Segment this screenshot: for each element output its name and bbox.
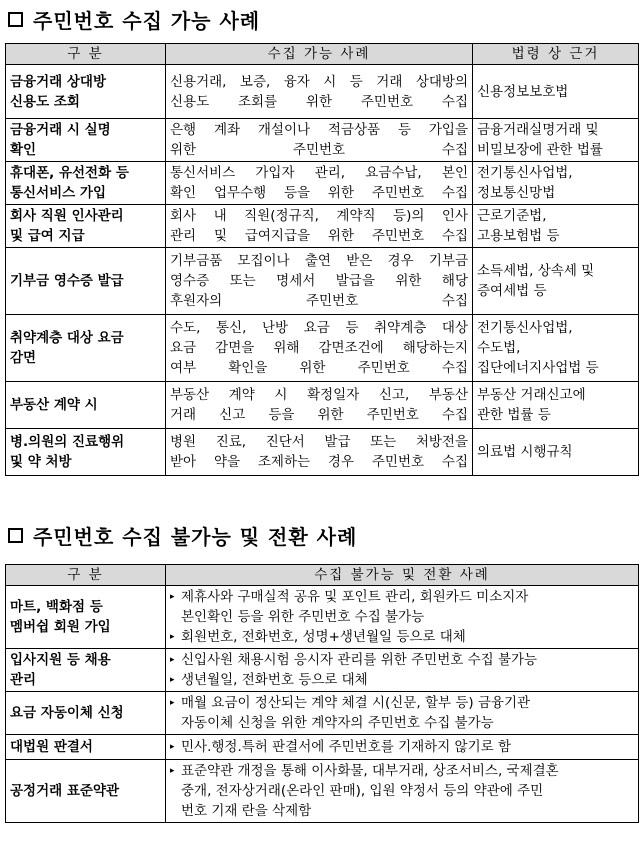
category-cell xyxy=(6,119,166,162)
bullet-text: 신입사원 채용시험 응시자 관리를 위한 주민번호 수집 불가능 xyxy=(181,652,538,668)
case-cell xyxy=(166,586,639,649)
col-header-case: 수집 가능 사례 xyxy=(166,44,473,65)
bullet-arrow-icon: ▸ xyxy=(170,766,175,776)
category-text: 입사지원 등 채용 xyxy=(10,652,111,668)
category-text: 확인 xyxy=(10,142,37,158)
category-text: 감면 xyxy=(10,350,37,366)
category-cell xyxy=(6,760,166,823)
section2-title xyxy=(8,520,357,550)
bullet-item xyxy=(170,761,634,781)
category-cell xyxy=(6,248,166,315)
case-cell xyxy=(166,429,473,476)
case-text: 거래 신고 등을 위한 주민번호 수집 xyxy=(170,407,468,423)
bullet-text: 민사.행정.특허 판결서에 주민번호를 기재하지 않기로 함 xyxy=(181,739,511,755)
category-text: 취약계층 대상 요금 xyxy=(10,330,124,346)
category-text: 마트, 백화점 등 xyxy=(10,599,103,615)
law-text: 의료법 시행규칙 xyxy=(477,444,573,460)
category-cell xyxy=(6,586,166,649)
case-text: 기부금품 모집이나 출연 받은 경우 기부금 xyxy=(170,253,468,269)
case-text: 위한 주민번호 수집 xyxy=(170,142,468,158)
checkbox-square-icon xyxy=(8,528,23,543)
law-text: 비밀보장에 관한 법률 xyxy=(477,142,603,158)
law-cell xyxy=(473,429,639,476)
bullet-text-continued: 번호 기재 란을 삭제함 xyxy=(181,803,312,819)
bullet-text-continued: 자동이체 신청을 위한 계약자의 주민번호 수집 불가능 xyxy=(181,715,494,731)
law-text: 관한 법률 등 xyxy=(477,407,551,423)
col-header-category: 구 분 xyxy=(6,44,166,65)
case-text: 신용거래, 보증, 융자 시 등 거래 상대방의 xyxy=(170,73,468,90)
category-text: 및 약 처방 xyxy=(10,454,72,470)
case-text: 통신서비스 가입자 관리, 요금수납, 본인 xyxy=(170,165,468,181)
category-text: 요금 자동이체 신청 xyxy=(10,705,124,721)
law-text: 금융거래실명거래 및 xyxy=(477,122,599,138)
case-cell xyxy=(166,382,473,429)
table-row xyxy=(6,382,639,429)
case-text: 영수증 또는 명세서 발급을 위한 해당 xyxy=(170,273,468,289)
bullet-item xyxy=(170,587,634,607)
col-header-case: 수집 불가능 및 전환 사례 xyxy=(166,565,639,586)
case-text: 후원자의 주민번호 수집 xyxy=(170,293,468,309)
table-row xyxy=(6,119,639,162)
category-text: 부동산 계약 시 xyxy=(10,397,98,413)
law-cell xyxy=(473,315,639,382)
bullet-text: 회원번호, 전화번호, 성명+생년월일 등으로 대체 xyxy=(181,629,466,645)
table-row xyxy=(6,248,639,315)
law-text: 증여세법 등 xyxy=(477,283,547,299)
bullet-arrow-icon: ▸ xyxy=(170,742,175,752)
case-text: 수도, 통신, 난방 요금 등 취약계층 대상 xyxy=(170,320,468,336)
category-text: 병.의원의 진료행위 xyxy=(10,434,125,450)
table-row xyxy=(6,162,639,205)
section1-title xyxy=(8,4,260,34)
category-text: 통신서비스 가입 xyxy=(10,185,106,201)
bullet-text: 생년월일, 전화번호 등으로 대체 xyxy=(181,672,368,688)
case-text: 회사 내 직원(정규직, 계약직 등)의 인사 xyxy=(170,208,468,224)
table-row xyxy=(6,735,639,760)
bullet-text: 표준약관 개정을 통해 이사화물, 대부거래, 상조서비스, 국제결혼 xyxy=(181,763,559,779)
category-cell xyxy=(6,315,166,382)
bullet-item xyxy=(170,670,634,690)
bullet-arrow-icon: ▸ xyxy=(170,592,175,602)
category-text: 신용도 조회 xyxy=(10,93,80,110)
category-cell xyxy=(6,735,166,760)
law-cell xyxy=(473,248,639,315)
category-text: 회사 직원 인사관리 xyxy=(10,208,124,224)
law-text: 고용보험법 등 xyxy=(477,228,560,244)
law-text: 신용정보보호법 xyxy=(477,83,569,100)
impossible-cases-table xyxy=(5,564,639,823)
category-cell xyxy=(6,649,166,692)
category-cell xyxy=(6,692,166,735)
case-cell xyxy=(166,119,473,162)
case-text: 관리 및 급여지급을 위한 주민번호 수집 xyxy=(170,228,468,244)
case-cell xyxy=(166,315,473,382)
section1-title-text: 주민번호 수집 가능 사례 xyxy=(33,8,261,33)
checkbox-square-icon xyxy=(8,12,23,27)
case-text: 받아 약을 조제하는 경우 주민번호 수집 xyxy=(170,454,468,470)
case-text: 여부 확인을 위한 주민번호 수집 xyxy=(170,360,468,376)
law-text: 근로기준법, xyxy=(477,208,547,224)
category-text: 금융거래 상대방 xyxy=(10,73,106,90)
case-cell xyxy=(166,248,473,315)
category-text: 및 급여 지급 xyxy=(10,228,85,244)
case-cell xyxy=(166,649,639,692)
category-text: 휴대폰, 유선전화 등 xyxy=(10,165,129,181)
case-cell xyxy=(166,205,473,248)
case-cell xyxy=(166,65,473,119)
bullet-text-continued: 본인확인 등을 위한 주민번호 수집 불가능 xyxy=(181,609,425,625)
category-cell xyxy=(6,162,166,205)
case-text: 부동산 계약 시 확정일자 신고, 부동산 xyxy=(170,387,468,403)
case-cell xyxy=(166,162,473,205)
category-cell xyxy=(6,429,166,476)
bullet-text: 매월 요금이 정산되는 계약 체결 시(신문, 할부 등) 금융기관 xyxy=(181,695,531,711)
bullet-item xyxy=(170,693,634,713)
case-text: 요금 감면을 위해 감면조건에 해당하는지 xyxy=(170,340,468,356)
bullet-item xyxy=(170,650,634,670)
bullet-arrow-icon: ▸ xyxy=(170,698,175,708)
law-text: 전기통신사업법, xyxy=(477,165,573,181)
table-row xyxy=(6,65,639,119)
category-cell xyxy=(6,382,166,429)
case-text: 병원 진료, 진단서 발급 또는 처방전을 xyxy=(170,434,468,450)
bullet-item xyxy=(170,627,634,647)
category-cell xyxy=(6,65,166,119)
table-row xyxy=(6,429,639,476)
category-text: 관리 xyxy=(10,672,37,688)
category-text: 공정거래 표준약관 xyxy=(10,783,120,799)
section2-title-text: 주민번호 수집 불가능 및 전환 사례 xyxy=(33,524,358,549)
case-cell xyxy=(166,735,639,760)
table-row xyxy=(6,649,639,692)
category-cell xyxy=(6,205,166,248)
law-cell xyxy=(473,65,639,119)
bullet-arrow-icon: ▸ xyxy=(170,655,175,665)
category-text: 대법원 판결서 xyxy=(10,739,93,755)
bullet-item xyxy=(170,737,634,757)
law-cell xyxy=(473,162,639,205)
case-cell xyxy=(166,760,639,823)
bullet-text-continued: 중개, 전자상거래(온라인 판매), 입원 약정서 등의 약관에 주민 xyxy=(181,783,544,799)
table-row xyxy=(6,760,639,823)
case-text: 신용도 조회를 위한 주민번호 수집 xyxy=(170,93,468,110)
category-text: 기부금 영수증 발급 xyxy=(10,273,124,289)
table-row xyxy=(6,315,639,382)
possible-cases-table xyxy=(5,43,639,476)
case-text: 확인 업무수행 등을 위한 주민번호 수집 xyxy=(170,185,468,201)
law-text: 전기통신사업법, xyxy=(477,320,573,336)
table-row xyxy=(6,692,639,735)
category-text: 멤버쉽 회원 가입 xyxy=(10,619,111,635)
bullet-arrow-icon: ▸ xyxy=(170,632,175,642)
law-cell xyxy=(473,119,639,162)
law-text: 수도법, xyxy=(477,340,521,356)
law-text: 집단에너지사업법 등 xyxy=(477,360,599,376)
col-header-category: 구 분 xyxy=(6,565,166,586)
law-text: 부동산 거래신고에 xyxy=(477,387,586,403)
law-cell xyxy=(473,205,639,248)
table-row xyxy=(6,586,639,649)
table-row xyxy=(6,205,639,248)
case-cell xyxy=(166,692,639,735)
bullet-arrow-icon: ▸ xyxy=(170,675,175,685)
law-cell xyxy=(473,382,639,429)
case-text: 은행 계좌 개설이나 적금상품 등 가입을 xyxy=(170,122,468,138)
bullet-text: 제휴사와 구매실적 공유 및 포인트 관리, 회원카드 미소지자 xyxy=(181,589,529,605)
col-header-law: 법령 상 근거 xyxy=(473,44,639,65)
law-text: 정보통신망법 xyxy=(477,185,556,201)
law-text: 소득세법, 상속세 및 xyxy=(477,263,595,279)
category-text: 금융거래 시 실명 xyxy=(10,122,111,138)
